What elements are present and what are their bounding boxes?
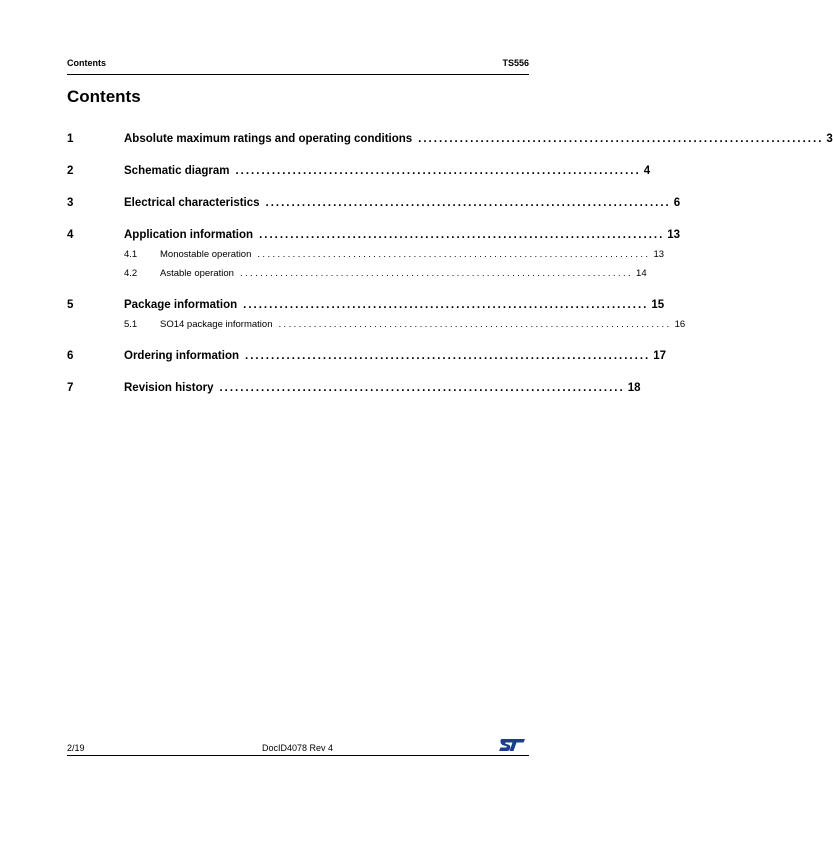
toc-entry-page: 3	[826, 133, 833, 145]
toc-entry-number: 4.1	[124, 249, 138, 260]
toc-entry-number: 2	[67, 165, 74, 177]
toc-entry-4-1[interactable]	[67, 249, 665, 260]
toc-entry-7[interactable]	[67, 382, 641, 394]
page-header	[67, 57, 529, 75]
toc-entry-number: 5	[67, 299, 74, 311]
toc-leader-dots: ..............................................................................	[265, 197, 671, 209]
toc-entry-page: 16	[674, 319, 686, 330]
toc-entry-2[interactable]	[67, 165, 651, 177]
toc-leader-dots: ..............................................................................	[235, 165, 641, 177]
toc-entry-label: Astable operation	[160, 268, 234, 279]
toc-entry-label: Application information	[124, 229, 254, 241]
toc-entry-label: Monostable operation	[160, 249, 252, 260]
toc-entry-number: 6	[67, 350, 74, 362]
toc-entry-3[interactable]	[67, 197, 681, 209]
header-product: TS556	[502, 58, 529, 68]
toc-entry-page: 13	[653, 249, 665, 260]
toc-entry-page: 15	[651, 299, 665, 311]
toc-entry-label: Revision history	[124, 382, 214, 394]
toc-entry-4[interactable]	[67, 229, 681, 241]
toc-entry-label: Electrical characteristics	[124, 197, 260, 209]
footer-doc-id: DocID4078 Rev 4	[262, 743, 334, 753]
toc-entry-number: 3	[67, 197, 74, 209]
toc-leader-dots: ..............................................................................	[418, 133, 824, 145]
toc-entry-label: Package information	[124, 299, 238, 311]
toc-entry-number: 7	[67, 382, 74, 394]
header-section: Contents	[67, 58, 106, 68]
toc-entry-5-1[interactable]	[67, 319, 686, 330]
toc-entry-page: 14	[636, 268, 647, 279]
toc-entry-label: Absolute maximum ratings and operating conditions	[124, 133, 413, 145]
toc-entry-number: 1	[67, 133, 74, 145]
toc-entry-label: Schematic diagram	[124, 165, 230, 177]
toc-entry-6[interactable]	[67, 350, 667, 362]
page-footer	[67, 742, 529, 756]
toc-leader-dots: ..............................................................................	[278, 319, 672, 330]
toc-leader-dots: ..............................................................................	[259, 229, 665, 241]
toc-entry-page: 6	[673, 197, 681, 209]
toc-leader-dots: ..............................................................................	[219, 382, 625, 394]
toc-entry-label: Ordering information	[124, 350, 239, 362]
toc-entry-5[interactable]	[67, 299, 665, 311]
page-title: Contents	[67, 87, 141, 106]
footer-page-number: 2/19	[67, 743, 85, 753]
toc-entry-label: SO14 package information	[160, 319, 273, 330]
st-logo-icon	[498, 738, 526, 753]
toc-entry-page: 18	[627, 382, 641, 394]
toc-leader-dots: ..............................................................................	[239, 268, 634, 279]
toc-leader-dots: ..............................................................................	[245, 350, 651, 362]
toc-entry-page: 13	[667, 229, 681, 241]
toc-entry-number: 4	[67, 229, 74, 241]
toc-leader-dots: ..............................................................................	[243, 299, 649, 311]
toc-entry-1[interactable]	[67, 133, 833, 145]
toc-entry-4-2[interactable]	[67, 268, 647, 279]
toc-entry-number: 5.1	[124, 319, 138, 330]
toc-entry-page: 4	[643, 165, 651, 177]
toc-entry-number: 4.2	[124, 268, 138, 279]
toc-leader-dots: ..............................................................................	[257, 249, 651, 260]
toc-entry-page: 17	[653, 350, 667, 362]
